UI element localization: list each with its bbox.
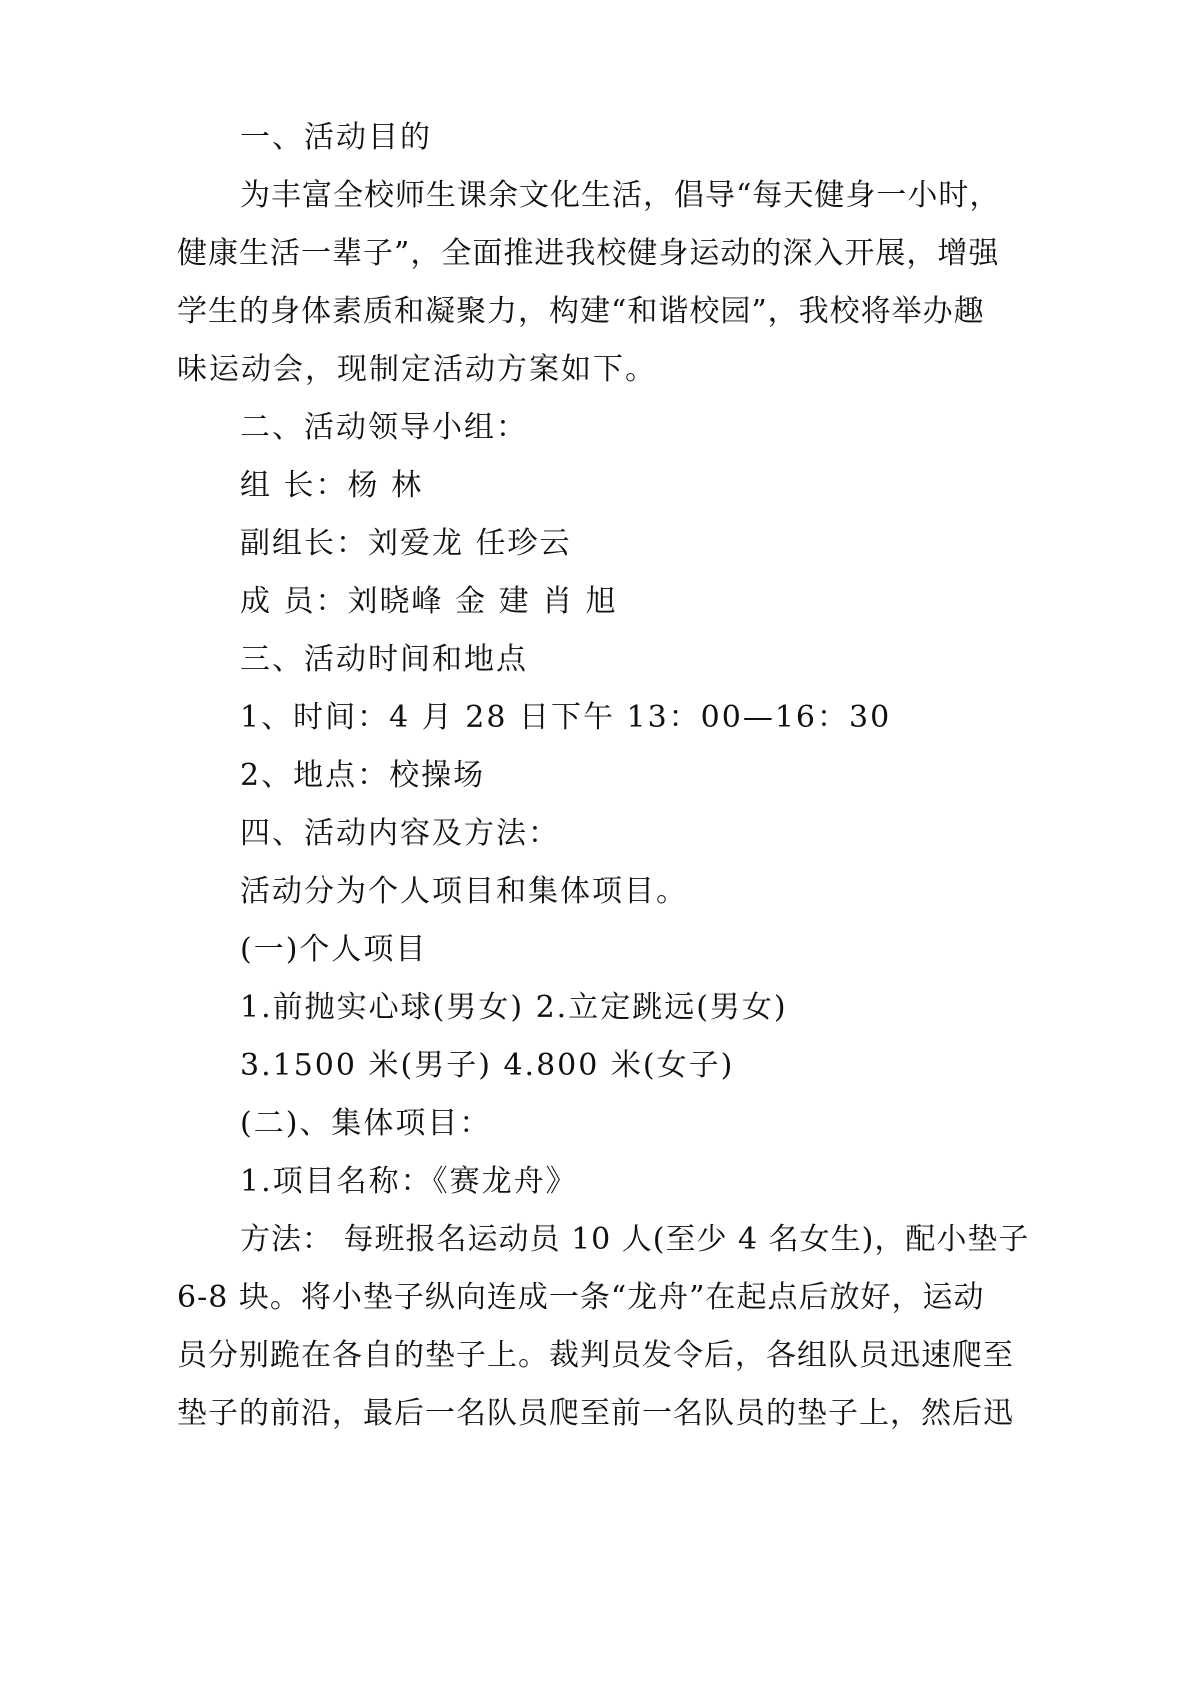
individual-items-line: 3.1500 米(男子) 4.800 米(女子) bbox=[240, 1048, 735, 1083]
individual-heading: (一)个人项目 bbox=[240, 932, 428, 967]
time-line: 1、时间：4 月 28 日下午 13：00—16：30 bbox=[240, 700, 892, 735]
group-heading: (二)、集体项目： bbox=[240, 1106, 492, 1141]
deputy-leader-line: 副组长：刘爱龙 任珍云 bbox=[240, 526, 572, 561]
paragraph-line: 学生的身体素质和凝聚力，构建“和谐校园”，我校将举办趣 bbox=[177, 294, 985, 329]
paragraph-line: 味运动会，现制定活动方案如下。 bbox=[177, 352, 657, 387]
content-intro: 活动分为个人项目和集体项目。 bbox=[240, 874, 688, 909]
method-line: 6-8 块。将小垫子纵向连成一条“龙舟”在起点后放好，运动 bbox=[177, 1280, 985, 1315]
place-line: 2、地点：校操场 bbox=[240, 758, 486, 793]
group-item-title: 1.项目名称：《赛龙舟》 bbox=[240, 1164, 578, 1199]
leader-line: 组 长：杨 林 bbox=[240, 468, 424, 503]
method-line: 员分别跪在各自的垫子上。裁判员发令后，各组队员迅速爬至 bbox=[177, 1338, 1014, 1373]
section-heading-time-place: 三、活动时间和地点 bbox=[240, 642, 528, 677]
method-line: 垫子的前沿，最后一名队员爬至前一名队员的垫子上，然后迅 bbox=[177, 1396, 1014, 1431]
section-heading-purpose: 一、活动目的 bbox=[240, 120, 432, 155]
section-heading-leadership: 二、活动领导小组： bbox=[240, 410, 528, 445]
paragraph-line: 为丰富全校师生课余文化生活，倡导“每天健身一小时， bbox=[240, 178, 1001, 213]
individual-items-line: 1.前抛实心球(男女) 2.立定跳远(男女) bbox=[240, 990, 788, 1025]
method-line: 方法： 每班报名运动员 10 人(至少 4 名女生)，配小垫子 bbox=[240, 1222, 1030, 1257]
members-line: 成 员：刘晓峰 金 建 肖 旭 bbox=[240, 584, 618, 619]
paragraph-line: 健康生活一辈子”，全面推进我校健身运动的深入开展，增强 bbox=[177, 236, 1000, 271]
section-heading-content: 四、活动内容及方法： bbox=[240, 816, 560, 851]
